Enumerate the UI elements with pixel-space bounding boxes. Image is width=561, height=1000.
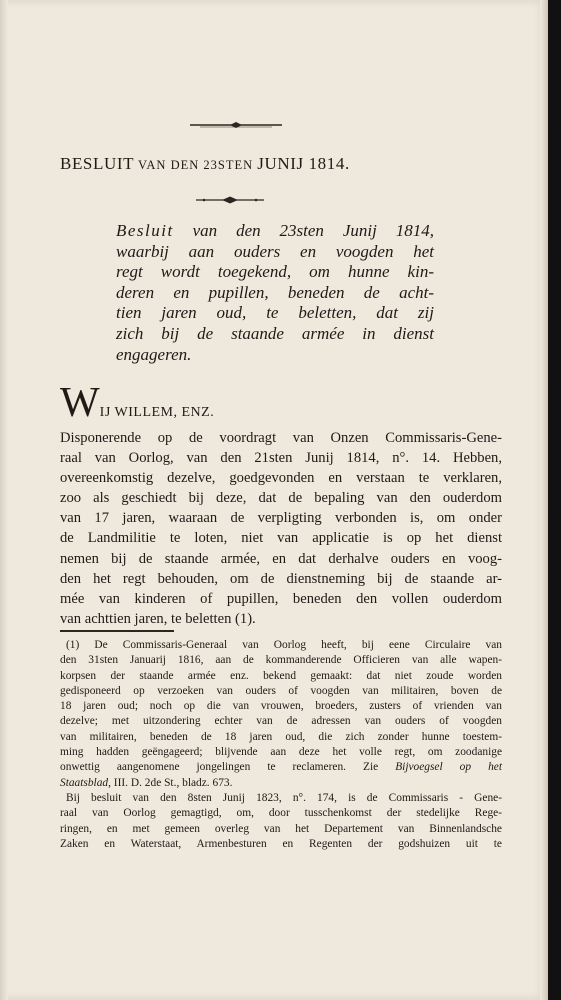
title-small-caps: VAN DEN 23STEN: [134, 158, 258, 172]
footnote-line: Zaken en Waterstaat, Armenbesturen en Regenten der godshuizen uit te: [60, 837, 502, 850]
body-line: mée van kinderen of pupillen, beneden den vollen ouderdom: [60, 590, 502, 607]
abstract-line: tien jaren oud, te beletten, dat zij: [116, 303, 434, 323]
top-ornament-rule: [190, 121, 282, 129]
opening-rest: IJ WILLEM, ENZ.: [99, 405, 215, 420]
footnote-line: van militairen, beneden de 18 jaren oud, die zich zonder hunne toestem-: [60, 730, 502, 743]
footnote-line: ming hadden geëngageerd; blijvende aan deze het volle regt, om zoodanige: [60, 746, 502, 759]
abstract-line: deren en pupillen, beneden de acht-: [116, 282, 434, 302]
page-gutter-shadow: [0, 0, 8, 1000]
body-line: overeenkomstig dezelve, goedgevonden en verstaan te verklaren,: [60, 470, 502, 487]
body-line: zoo als geschiedt bij deze, dat de bepaling van den ouderdom: [60, 490, 502, 507]
page-title: [60, 154, 500, 174]
abstract-line: [116, 221, 434, 242]
title-tail: JUNIJ 1814.: [257, 154, 350, 173]
footnote-line: [60, 776, 502, 791]
footnote-line: gedisponeerd op verzoeken van ouders of voogden van militairen, boven de: [60, 684, 502, 697]
footnote-line: dezelve; met uitzondering echter van de adressen van ouders of voogden: [60, 715, 502, 728]
footnote-line: Bij besluit van den 8sten Junij 1823, n°. 174, is de Commissaris - Gene-: [66, 791, 502, 804]
body-line: Disponerende op de voordragt van Onzen Commissaris-Gene-: [60, 430, 502, 446]
abstract-line: engageren.: [116, 344, 192, 364]
footnote-line: ringen, en met gemeen overleg van het Departement van Binnenlandsche: [60, 822, 502, 835]
footnote-line: raal van Oorlog gemagtigd, om, door tusschenkomst der stedelijke Rege-: [60, 807, 502, 820]
footnote-rule: [60, 630, 174, 632]
title-main: BESLUIT: [60, 154, 135, 173]
footnote-line: den 31sten Januarij 1816, aan de kommanderende Officieren van alle wapen-: [60, 654, 502, 667]
decree-abstract: [116, 221, 434, 365]
abstract-line: zich bij de staande armée in dienst: [116, 323, 434, 343]
abstract-line: regt wordt toegekend, om hunne kin-: [116, 262, 434, 282]
body-line: van 17 jaren, waaraan de verpligting verbonden is, om onder: [60, 510, 502, 527]
abstract-lead: Besluit: [116, 221, 174, 240]
footnote-line: [60, 760, 502, 775]
page-edge-shadow: [540, 0, 548, 1000]
abstract-line-text: van den 23sten Junij 1814,: [173, 221, 434, 240]
footnote-text: onwettig aangenomene jongelingen te reclameren. Zie: [60, 761, 396, 774]
footnote-reference-italic: Bijvoegsel op het: [395, 761, 502, 774]
opening-formula: [60, 380, 215, 426]
footnotes: [60, 638, 502, 852]
body-line: den het regt behouden, om de dienstneming bij de staande ar-: [60, 570, 502, 587]
footnote-line: korpsen der staande armée enz. bekend gemaakt: dat niet zoude worden: [60, 669, 502, 682]
footnote-text: , III. D. 2de St., bladz. 673.: [108, 776, 233, 789]
mid-ornament-rule: [196, 196, 264, 204]
body-line: nemen bij de staande armée, en dat derhalve ouders en voog-: [60, 550, 502, 567]
footnote-reference-italic: Staatsblad: [60, 776, 109, 789]
drop-initial: W: [60, 380, 100, 426]
decree-body: [60, 428, 502, 629]
footnote-line: (1) De Commissaris-Generaal van Oorlog heeft, bij eene Circulaire van: [66, 639, 502, 651]
abstract-line: waarbij aan ouders en voogden het: [116, 241, 434, 261]
footnote-line: 18 jaren oud; noch op die van vrouwen, broeders, zusters of vrienden van: [60, 700, 502, 713]
body-line: van achttien jaren, te beletten (1).: [60, 610, 256, 627]
body-line: raal van Oorlog, van den 21sten Junij 1814, n°. 14. Hebben,: [60, 450, 502, 467]
body-line: de Landmilitie te loten, niet van applicatie is op het dienst: [60, 530, 502, 547]
